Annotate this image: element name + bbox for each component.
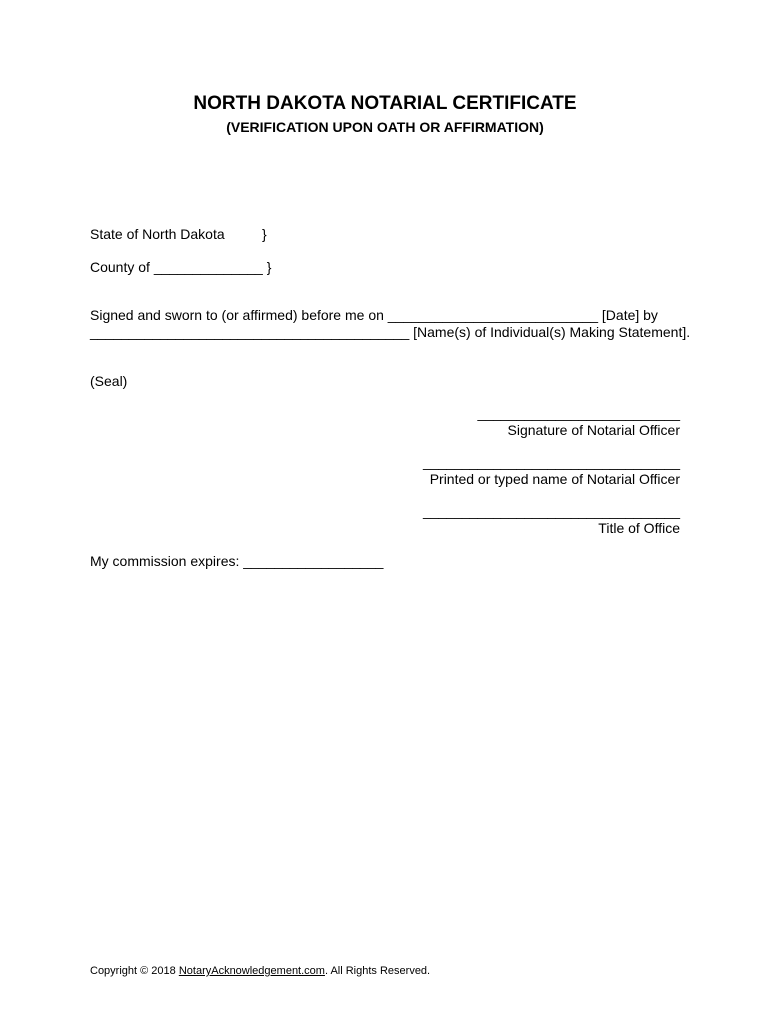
signature-blank: __________________________ [477,405,680,421]
printed-name-blank: _________________________________ [423,454,680,470]
title-of-office-blank: _________________________________ [423,503,680,519]
footer-link[interactable]: NotaryAcknowledgement.com [178,965,325,977]
state-label: State of North Dakota [90,226,225,242]
document-subtitle: (VERIFICATION UPON OATH OR AFFIRMATION) [226,119,544,135]
footer-suffix: . All Rights Reserved. [324,965,431,977]
document-title: NORTH DAKOTA NOTARIAL CERTIFICATE [193,93,577,114]
footer-prefix: Copyright © 2018 [90,965,179,977]
title-of-office-label: Title of Office [598,520,680,536]
printed-name-label: Printed or typed name of Notarial Officer [429,471,680,487]
county-line: County of ______________ } [90,259,272,275]
statement-line-1: Signed and sworn to (or affirmed) before me on ___________________________ [Date] by [90,307,658,323]
state-brace: } [262,226,267,242]
signature-label: Signature of Notarial Officer [507,422,680,438]
statement-line-2: _________________________________________ [Name(s) of Individual(s) Making Statement]. [90,324,691,340]
copyright-footer [90,964,430,978]
commission-expires: My commission expires: __________________ [90,553,384,569]
seal-label: (Seal) [90,373,128,389]
